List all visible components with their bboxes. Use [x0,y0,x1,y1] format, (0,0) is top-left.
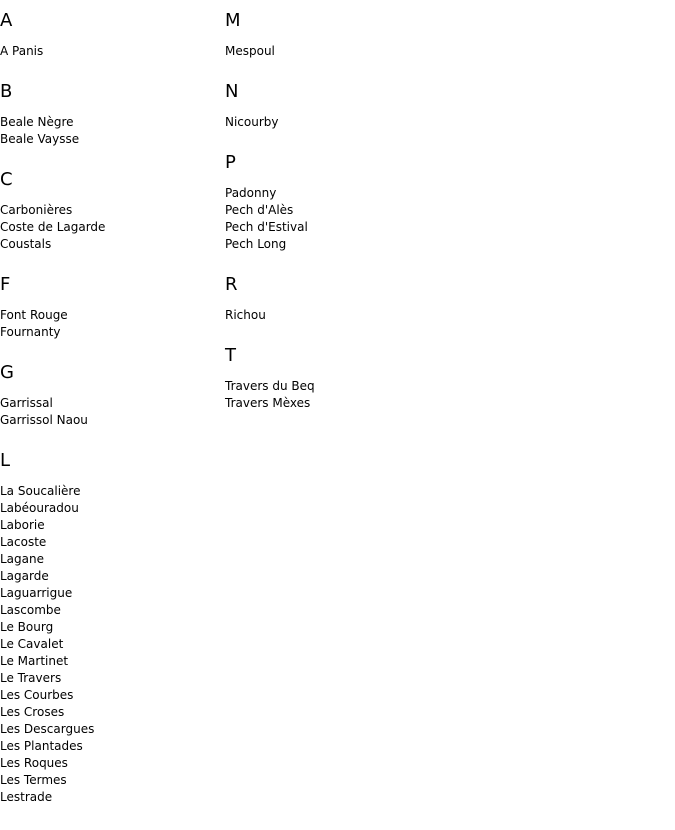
letter-heading: R [225,274,238,295]
index-column-left [0,11,220,828]
index-entry-link[interactable]: A Panis [0,44,44,58]
index-entry-link[interactable]: Beale Vaysse [0,132,80,146]
index-entry-link[interactable]: Le Travers [0,671,62,685]
index-entry-link[interactable]: Font Rouge [0,308,68,322]
index-column-right [225,11,445,434]
index-entry-link[interactable]: Travers Mèxes [225,396,311,410]
index-entry-link[interactable]: Les Termes [0,773,67,787]
index-entry-link[interactable]: Laguarrigue [0,586,73,600]
letter-group [225,11,445,60]
index-entry-link[interactable]: Laborie [0,518,45,532]
letter-group [225,153,445,253]
index-entry-link[interactable]: Le Bourg [0,620,54,634]
index-entry-link[interactable]: Padonny [225,186,277,200]
letter-heading: M [225,10,241,31]
index-entry-link[interactable]: Coste de Lagarde [0,220,106,234]
index-entry-link[interactable]: Les Descargues [0,722,95,736]
index-entry-link[interactable]: Lascombe [0,603,61,617]
index-entry-link[interactable]: Labéouradou [0,501,79,515]
index-entry-link[interactable]: Lagarde [0,569,49,583]
index-entry-link[interactable]: Coustals [0,237,52,251]
index-entry-link[interactable]: Les Courbes [0,688,74,702]
letter-heading: B [0,81,13,102]
letter-group [0,275,220,341]
letter-heading: N [225,81,239,102]
index-entry-link[interactable]: Fournanty [0,325,61,339]
letter-heading: G [0,362,14,383]
letter-heading: A [0,10,13,31]
index-entry-link[interactable]: Lagane [0,552,44,566]
letter-heading: P [225,152,236,173]
index-entry-link[interactable]: Mespoul [225,44,275,58]
letter-heading: T [225,345,236,366]
index-entry-link[interactable]: Richou [225,308,266,322]
letter-group [0,11,220,60]
index-entry-link[interactable]: Garrissal [0,396,53,410]
index-entry-link[interactable]: Pech Long [225,237,287,251]
index-entry-link[interactable]: Les Plantades [0,739,83,753]
index-entry-link[interactable]: Carbonières [0,203,73,217]
letter-group [0,363,220,429]
index-entry-link[interactable]: Le Martinet [0,654,69,668]
index-entry-link[interactable]: La Soucalière [0,484,81,498]
letter-heading: C [0,169,13,190]
index-entry-link[interactable]: Beale Nègre [0,115,74,129]
index-entry-link[interactable]: Pech d'Alès [225,203,294,217]
index-entry-link[interactable]: Nicourby [225,115,279,129]
index-entry-link[interactable]: Les Roques [0,756,68,770]
index-entry-link[interactable]: Travers du Beq [225,379,315,393]
letter-group [225,346,445,412]
index-entry-link[interactable]: Les Croses [0,705,65,719]
letter-heading: L [0,450,11,471]
index-entry-link[interactable]: Pech d'Estival [225,220,308,234]
index-entry-link[interactable]: Garrissol Naou [0,413,88,427]
letter-group [0,170,220,253]
letter-group [225,275,445,324]
index-entry-link[interactable]: Lestrade [0,790,53,804]
index-entry-link[interactable]: Le Cavalet [0,637,64,651]
letter-group [0,451,220,806]
letter-heading: F [0,274,11,295]
letter-group [225,82,445,131]
letter-group [0,82,220,148]
index-entry-link[interactable]: Lacoste [0,535,47,549]
